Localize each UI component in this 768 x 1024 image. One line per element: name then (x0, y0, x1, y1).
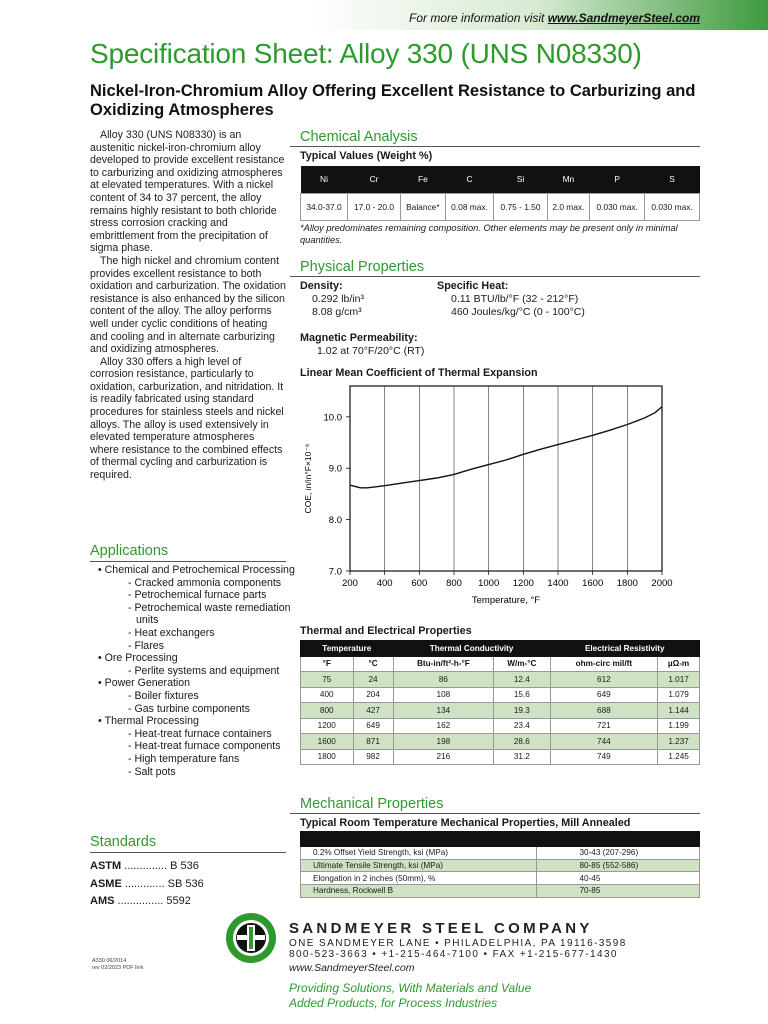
x-tick-label: 400 (376, 578, 393, 589)
table-cell: 0.75 - 1.50 (494, 193, 547, 220)
application-item: - Perlite systems and equipment (98, 665, 298, 678)
intro-text (90, 129, 286, 482)
column-header: Si (494, 166, 547, 193)
table-cell: 17.0 - 20.0 (348, 193, 401, 220)
x-tick-label: 1800 (616, 578, 638, 589)
x-tick-label: 1200 (512, 578, 534, 589)
column-header: Ni (301, 166, 348, 193)
x-tick-label: 1600 (582, 578, 604, 589)
property-value: 70-85 (537, 885, 700, 898)
table-row (301, 872, 700, 885)
table-cell: 649 (353, 718, 393, 734)
specific-heat-imperial: 0.11 BTU/lb/°F (32 - 212°F) (451, 293, 579, 305)
document-code: A330 06/2014 rev 02/2023 PDF link (92, 958, 144, 971)
table-row (301, 885, 700, 898)
application-category: • Chemical and Petrochemical Processing (98, 564, 298, 577)
intro-paragraph: Alloy 330 (UNS N08330) is an austenitic nickel-iron-chromium alloy developed to provide excellent resistance to carburizing and oxidizing atmospheres at elevated temperatures. With a nickel content of 34 to 37 percent, the alloy remains highly resistant to both chloride stress corrosion cracking and embrittlement from the precipitation of sigma phase. (90, 129, 285, 255)
column-header: Cr (348, 166, 401, 193)
y-tick-label: 8.0 (328, 515, 342, 527)
table-cell: 1800 (301, 749, 354, 765)
application-item: - Flares (98, 640, 298, 653)
table-cell: 108 (393, 687, 494, 703)
application-item: - Boiler fixtures (98, 690, 298, 703)
x-tick-label: 1000 (478, 578, 500, 589)
info-line: For more information visit www.SandmeyerSteel.com (409, 11, 700, 25)
group-header-thermal-conductivity: Thermal Conductivity (393, 641, 550, 657)
density-metric: 8.08 g/cm³ (312, 306, 362, 318)
table-cell: 1.237 (658, 734, 700, 750)
thermal-expansion-chart (296, 380, 686, 610)
table-cell: 1200 (301, 718, 354, 734)
table-cell: 721 (550, 718, 658, 734)
column-header: µΩ-m (658, 656, 700, 672)
column-header: °C (353, 656, 393, 672)
table-cell: 744 (550, 734, 658, 750)
specific-heat-label: Specific Heat: (437, 280, 509, 292)
property-value: 40-45 (537, 872, 700, 885)
thermal-table-title: Thermal and Electrical Properties (300, 625, 472, 637)
company-name: SANDMEYER STEEL COMPANY (289, 920, 593, 937)
table-row (301, 859, 700, 872)
table-cell: 19.3 (494, 703, 550, 719)
application-category: • Ore Processing (98, 652, 298, 665)
table-cell: 1.245 (658, 749, 700, 765)
table-header-cell (537, 832, 700, 847)
table-cell: 162 (393, 718, 494, 734)
column-header: C (445, 166, 494, 193)
table-cell: 649 (550, 687, 658, 703)
table-cell: 75 (301, 672, 354, 688)
divider (90, 852, 286, 853)
table-cell: 0.030 max. (590, 193, 645, 220)
intro-paragraph: Alloy 330 offers a high level of corrosion resistance, particularly to oxidation, carburization, and nitridation. It is readily fabricated using standard procedures for stainless steels and nickel alloys. The alloy is used extensively in elevated temperature atmospheres where resistance to the combined effects of thermal cycling and carburization is required. (90, 355, 284, 482)
chemical-heading: Chemical Analysis (300, 129, 418, 145)
table-cell: 0.08 max. (445, 193, 494, 220)
table-row (301, 734, 700, 750)
application-item: - Heat-treat furnace components (98, 740, 298, 753)
divider (290, 276, 700, 277)
divider (290, 813, 700, 814)
mechanical-table (300, 831, 700, 898)
magnetic-label: Magnetic Permeability: (300, 332, 418, 344)
page-subtitle: Nickel-Iron-Chromium Alloy Offering Excellent Resistance to Carburizing and Oxidizing Atmospheres (90, 82, 696, 119)
table-cell: 400 (301, 687, 354, 703)
application-category: • Thermal Processing (98, 715, 298, 728)
property-name: Hardness, Rockwell B (301, 885, 537, 898)
density-imperial: 0.292 lb/in³ (312, 293, 364, 305)
column-header: W/m-°C (494, 656, 550, 672)
property-name: Ultimate Tensile Strength, ksi (MPa) (301, 859, 537, 872)
property-name: 0.2% Offset Yield Strength, ksi (MPa) (301, 847, 537, 860)
magnetic-value: 1.02 at 70°F/20°C (RT) (317, 345, 425, 357)
company-logo (225, 912, 277, 964)
standard-ams: AMS ............... 5592 (90, 895, 191, 907)
table-cell: 1600 (301, 734, 354, 750)
y-axis-label: COE, in/in°F×10⁻⁶ (303, 443, 313, 514)
table-row (301, 672, 700, 688)
x-tick-label: 200 (342, 578, 358, 589)
table-cell: 749 (550, 749, 658, 765)
column-header: P (590, 166, 645, 193)
column-header: ohm-circ mil/ft (550, 656, 658, 672)
column-header: Fe (401, 166, 446, 193)
table-row (301, 703, 700, 719)
table-header-cell (301, 832, 537, 847)
table-cell: 0.030 max. (645, 193, 700, 220)
table-cell: 31.2 (494, 749, 550, 765)
table-cell: 198 (393, 734, 494, 750)
application-item: - Salt pots (98, 766, 298, 779)
x-tick-label: 2000 (651, 578, 673, 589)
table-cell: 34.0-37.0 (301, 193, 348, 220)
table-cell: 24 (353, 672, 393, 688)
applications-list (98, 564, 298, 778)
mechanical-subheading: Typical Room Temperature Mechanical Properties, Mill Annealed (300, 817, 631, 829)
application-item: - High temperature fans (98, 753, 298, 766)
specific-heat-metric: 460 Joules/kg/°C (0 - 100°C) (451, 306, 585, 318)
table-cell: 1.199 (658, 718, 700, 734)
thermal-electrical-table (300, 640, 700, 765)
company-address: ONE SANDMEYER LANE • PHILADELPHIA, PA 19116-3598 (289, 938, 627, 949)
column-header: Mn (547, 166, 590, 193)
property-value: 30-43 (207-296) (537, 847, 700, 860)
table-cell: 800 (301, 703, 354, 719)
chart-title: Linear Mean Coefficient of Thermal Expansion (300, 367, 538, 379)
group-header-electrical-resistivity: Electrical Resistivity (550, 641, 699, 657)
density-label: Density: (300, 280, 343, 292)
x-tick-label: 800 (446, 578, 462, 589)
column-header: °F (301, 656, 354, 672)
mechanical-heading: Mechanical Properties (300, 796, 444, 812)
group-header-temperature: Temperature (301, 641, 394, 657)
company-tagline: Providing Solutions, With Materials and Value Added Products, for Process Industries (289, 981, 532, 1010)
table-cell: 1.017 (658, 672, 700, 688)
table-cell: 15.6 (494, 687, 550, 703)
table-cell: 12.4 (494, 672, 550, 688)
applications-heading: Applications (90, 543, 169, 559)
plot-frame (350, 386, 662, 571)
table-cell: 688 (550, 703, 658, 719)
standard-astm: ASTM .............. B 536 (90, 860, 199, 872)
y-tick-label: 7.0 (328, 566, 342, 578)
chemical-subheading: Typical Values (Weight %) (300, 150, 433, 162)
intro-paragraph: The high nickel and chromium content provides excellent resistance to both oxidation and carburization. The oxidation resistance is also enhanced by the silicon content of the alloy. The alloy performs well under cyclic conditions of heating and cooling and in alternate carburizing and oxidizing atmospheres. (90, 254, 286, 356)
divider (90, 561, 286, 562)
table-cell: 427 (353, 703, 393, 719)
standard-asme: ASME ............. SB 536 (90, 878, 204, 890)
property-name: Elongation in 2 inches (50mm), % (301, 872, 537, 885)
y-tick-label: 10.0 (323, 412, 342, 424)
table-cell: 871 (353, 734, 393, 750)
website-link[interactable]: www.SandmeyerSteel.com (547, 11, 700, 25)
table-row (301, 749, 700, 765)
application-category: • Power Generation (98, 677, 298, 690)
table-cell: 1.079 (658, 687, 700, 703)
table-cell: 204 (353, 687, 393, 703)
table-cell: 86 (393, 672, 494, 688)
company-phones: 800-523-3663 • +1-215-464-7100 • FAX +1-215-677-1430 (289, 949, 618, 960)
table-cell: 1.144 (658, 703, 700, 719)
table-cell: 134 (393, 703, 494, 719)
application-item: - Heat-treat furnace containers (98, 728, 298, 741)
table-cell: 2.0 max. (547, 193, 590, 220)
physical-heading: Physical Properties (300, 259, 425, 275)
application-item: - Heat exchangers (98, 627, 298, 640)
application-item: - Gas turbine components (98, 703, 298, 716)
table-cell: 216 (393, 749, 494, 765)
series-line (350, 407, 662, 488)
table-cell: 28.6 (494, 734, 550, 750)
column-header: S (645, 166, 700, 193)
x-axis-label: Temperature, °F (471, 595, 541, 606)
table-row (301, 718, 700, 734)
application-item: - Cracked ammonia components (98, 577, 298, 590)
page-title: Specification Sheet: Alloy 330 (UNS N08330) (90, 38, 642, 69)
standards-heading: Standards (90, 834, 157, 850)
application-item: - Petrochemical furnace parts (98, 589, 298, 602)
table-cell: 23.4 (494, 718, 550, 734)
table-row (301, 847, 700, 860)
column-header: Btu-in/ft²-h-°F (393, 656, 494, 672)
top-banner (0, 0, 768, 30)
property-value: 80-85 (552-586) (537, 859, 700, 872)
chemical-note: *Alloy predominates remaining composition. Other elements may be present only in minimal quantities. (300, 223, 678, 245)
y-tick-label: 9.0 (328, 463, 342, 475)
application-item: - Petrochemical waste remediation units (98, 602, 298, 627)
x-tick-label: 600 (411, 578, 428, 589)
footer-website-link[interactable]: www.SandmeyerSteel.com (289, 962, 415, 974)
x-tick-label: 1400 (547, 578, 569, 589)
chemical-table (300, 166, 700, 221)
table-cell: 612 (550, 672, 658, 688)
divider (290, 146, 700, 147)
table-row (301, 687, 700, 703)
table-cell: 982 (353, 749, 393, 765)
table-cell: Balance* (401, 193, 446, 220)
